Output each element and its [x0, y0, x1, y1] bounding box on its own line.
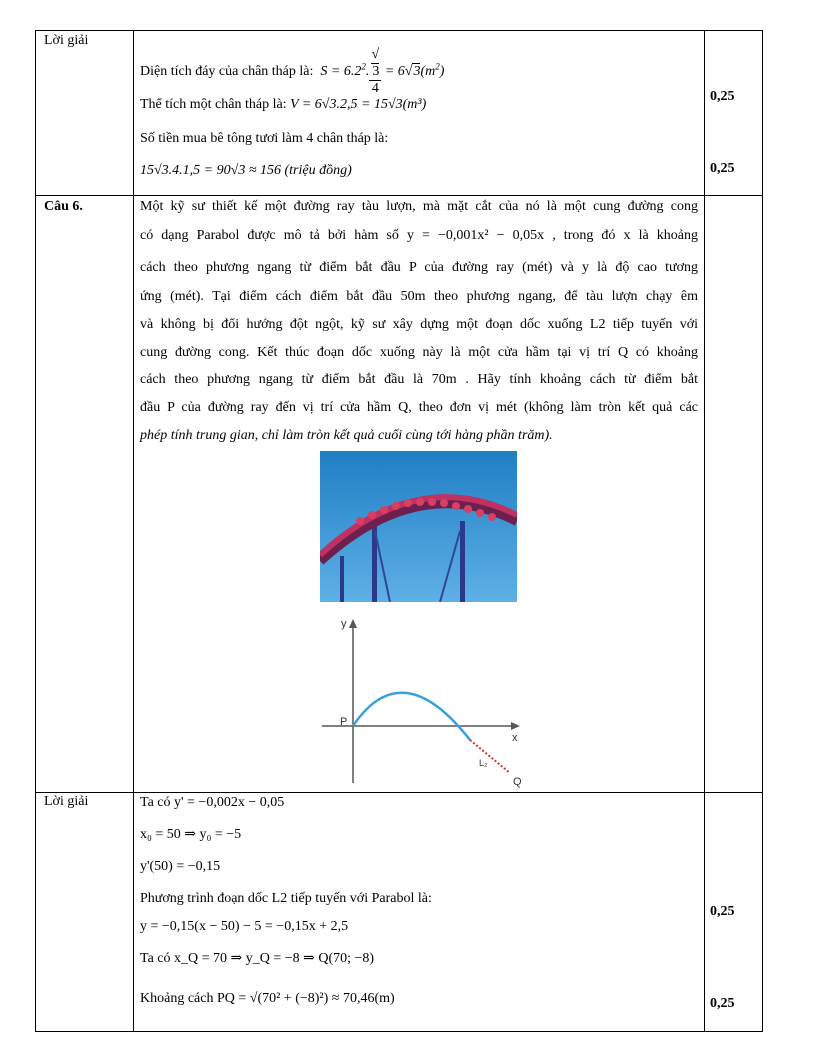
row1-score-2: 0,25: [710, 161, 735, 176]
row1-line1-math-d: = 6: [384, 64, 405, 80]
row1-line1-math-b: 3: [372, 64, 380, 79]
row1-label-text: Lời giải: [44, 33, 89, 48]
row1-line3: Số tiền mua bê tông tươi làm 4 chân tháp là:: [140, 131, 389, 146]
row1-line4: [140, 161, 352, 181]
paragraph-line-3: cách theo phương ngang từ điểm bắt đầu P của đường ray (mét) và y là độ cao tương: [140, 260, 698, 275]
row1-label: [44, 33, 88, 49]
paragraph-line-4: ứng (mét). Tại điểm cách điểm bắt đầu 50m theo phương ngang, để tàu lượn chạy êm: [140, 289, 698, 304]
row1-line1-math-a: S = 6.2: [320, 64, 362, 80]
row-divider-1: [36, 195, 762, 196]
row1-line1-text: Diện tích đáy của chân tháp là:: [140, 64, 314, 80]
y-axis-label: y: [341, 618, 347, 630]
row1-score-1: 0,25: [710, 89, 735, 104]
row1-line4-unit: (triệu đồng): [284, 163, 352, 178]
row2-label: Câu 6.: [44, 199, 83, 214]
row1-line2-text: Thể tích một chân tháp là:: [140, 97, 287, 112]
solution-line-3: y'(50) = −0,15: [140, 859, 221, 874]
solution-line-5: y = −0,15(x − 50) − 5 = −0,15x + 2,5: [140, 919, 349, 934]
row1-line2-math: V = 6√3.2,5 = 15√3(m³): [290, 97, 427, 112]
paragraph-line-7: cách theo phương ngang từ điểm bắt đầu là 70m . Hãy tính khoảng cách từ điểm bắt: [140, 372, 698, 387]
row1-line1-math-f: (m: [420, 64, 436, 80]
parabola-graph: [320, 613, 530, 791]
paragraph-line-5: và không bị đổi hướng đột ngột, kỹ sư xây dựng một đoạn dốc xuống L2 tiếp tuyến với: [140, 317, 698, 332]
solution-line-4: Phương trình đoạn dốc L2 tiếp tuyến với Parabol là:: [140, 891, 432, 906]
row1-line4-math: 15√3.4.1,5 = 90√3 ≈ 156: [140, 163, 281, 178]
solution-line-7: Khoảng cách PQ = √(70² + (−8)²) ≈ 70,46(m): [140, 991, 395, 1006]
parabola-graph-svg: [320, 613, 530, 791]
row1-line2: [140, 95, 426, 115]
row3-score-1: 0,25: [710, 904, 735, 919]
row1-line1: Diện tích đáy của chân tháp là: $S = 6.2^2$. √ 3 4 = $6√3(m^2)$: [140, 47, 445, 96]
paragraph-line-1: Một kỹ sư thiết kế một đường ray tàu lượn, mà mặt cắt của nó là một cung đường cong: [140, 199, 698, 214]
point-q-label: Q: [513, 776, 522, 788]
solution-line-6: Ta có x_Q = 70 ⇒ y_Q = −8 ⇒ Q(70; −8): [140, 951, 375, 966]
row1-line1-math-c: 4: [371, 81, 379, 96]
solution-line-1: Ta có y' = −0,002x − 0,05: [140, 795, 285, 810]
roller-coaster-illustration: [320, 451, 517, 602]
column-divider-1: [133, 31, 134, 1031]
row1-line1-math-e: 3: [413, 64, 421, 80]
solution-line-2: x₀ = 50 ⇒ y₀ = −5: [140, 827, 242, 842]
row3-label: Lời giải: [44, 794, 89, 809]
roller-coaster-photo: [320, 451, 517, 602]
x-axis-label: x: [512, 732, 518, 744]
paragraph-line-6: cung đường cong. Kết thúc đoạn dốc xuống này là một cửa hầm tại vị trí Q có khoảng: [140, 345, 698, 360]
row1-content: [140, 31, 700, 195]
paragraph-line-2: có dạng Parabol được mô tả bởi hàm số y = −0,001x² − 0,05x , trong đó x là khoảng: [140, 228, 698, 243]
column-divider-2: [704, 31, 705, 1031]
paragraph-line-9: phép tính trung gian, chỉ làm tròn kết quả cuối cùng tới hàng phần trăm).: [140, 428, 553, 443]
point-p-label: P: [340, 716, 348, 728]
paragraph-line-8: đầu P của đường ray đến vị trí cửa hầm Q, theo đơn vị mét (không làm tròn kết quả các: [140, 400, 698, 415]
row1-line1-math-g: ): [439, 64, 445, 80]
tangent-l2-label: L₂: [479, 758, 488, 768]
row3-score-2: 0,25: [710, 996, 735, 1011]
answer-table: [35, 30, 763, 1032]
